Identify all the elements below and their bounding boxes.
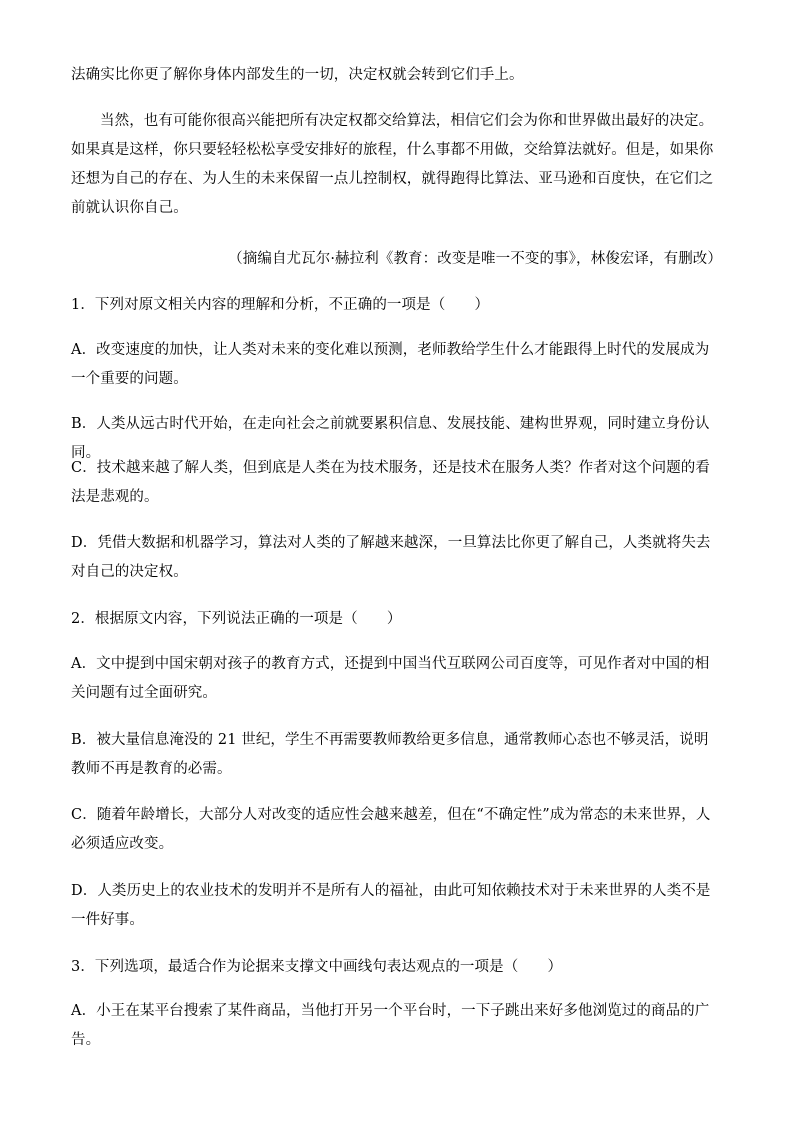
question-stem: 3．下列选项，最适合作为论据来支撑文中画线句表达观点的一项是（ ） (71, 959, 563, 975)
option-c: C．技术越来越了解人类，但到底是人类在为技术服务，还是技术在服务人类？作者对这个问题的看法是悲观的。 (71, 460, 710, 505)
option-a: A．改变速度的加快，让人类对未来的变化难以预测，老师教给学生什么才能跟得上时代的发展成为一个重要的问题。 (71, 342, 710, 387)
option-a: A．小王在某平台搜索了某件商品，当他打开另一个平台时，一下子跳出来好多他浏览过的商品的广告。 (71, 1003, 710, 1048)
passage-source: （摘编自尤瓦尔·赫拉利《教育：改变是唯一不变的事》，林俊宏译，有删改） (228, 251, 722, 267)
option-b: B．被大量信息淹没的 21 世纪，学生不再需要教师教给更多信息，通常教师心态也不够灵活，说明教师不再是教育的必需。 (71, 732, 709, 777)
passage-paragraph: 法确实比你更了解你身体内部发生的一切，决定权就会转到它们手上。 (71, 67, 524, 83)
option-c: C．随着年龄增长，大部分人对改变的适应性会越来越差，但在“不确定性”成为常态的未来世界，人必须适应改变。 (71, 807, 711, 852)
option-b: B．人类从远古时代开始，在走向社会之前就要累积信息、发展技能、建构世界观，同时建立身份认同。 (71, 416, 710, 461)
option-d: D．凭借大数据和机器学习，算法对人类的了解越来越深，一旦算法比你更了解自己，人类就将失去对自己的决定权。 (71, 535, 711, 580)
question-stem: 2．根据原文内容，下列说法正确的一项是（ ） (71, 611, 402, 627)
option-d: D．人类历史上的农业技术的发明并不是所有人的福祉，由此可知依赖技术对于未来世界的人类不是一件好事。 (71, 883, 711, 928)
option-a: A．文中提到中国宋朝对孩子的教育方式，还提到中国当代互联网公司百度等，可见作者对中国的相关问题有过全面研究。 (71, 656, 710, 701)
question-stem: 1．下列对原文相关内容的理解和分析，不正确的一项是（ ） (71, 297, 490, 313)
passage-paragraph: 当然，也有可能你很高兴能把所有决定权都交给算法，相信它们会为你和世界做出最好的决定。如果真是这样，你只要轻轻松松享受安排好的旅程，什么事都不用做，交给算法就好。但是，如果你还想为自己的存在、为人生的未来保留一点儿控制权，就得跑得比算法、亚马逊和百度快，在它们之前就认识你自己。 (71, 113, 714, 216)
